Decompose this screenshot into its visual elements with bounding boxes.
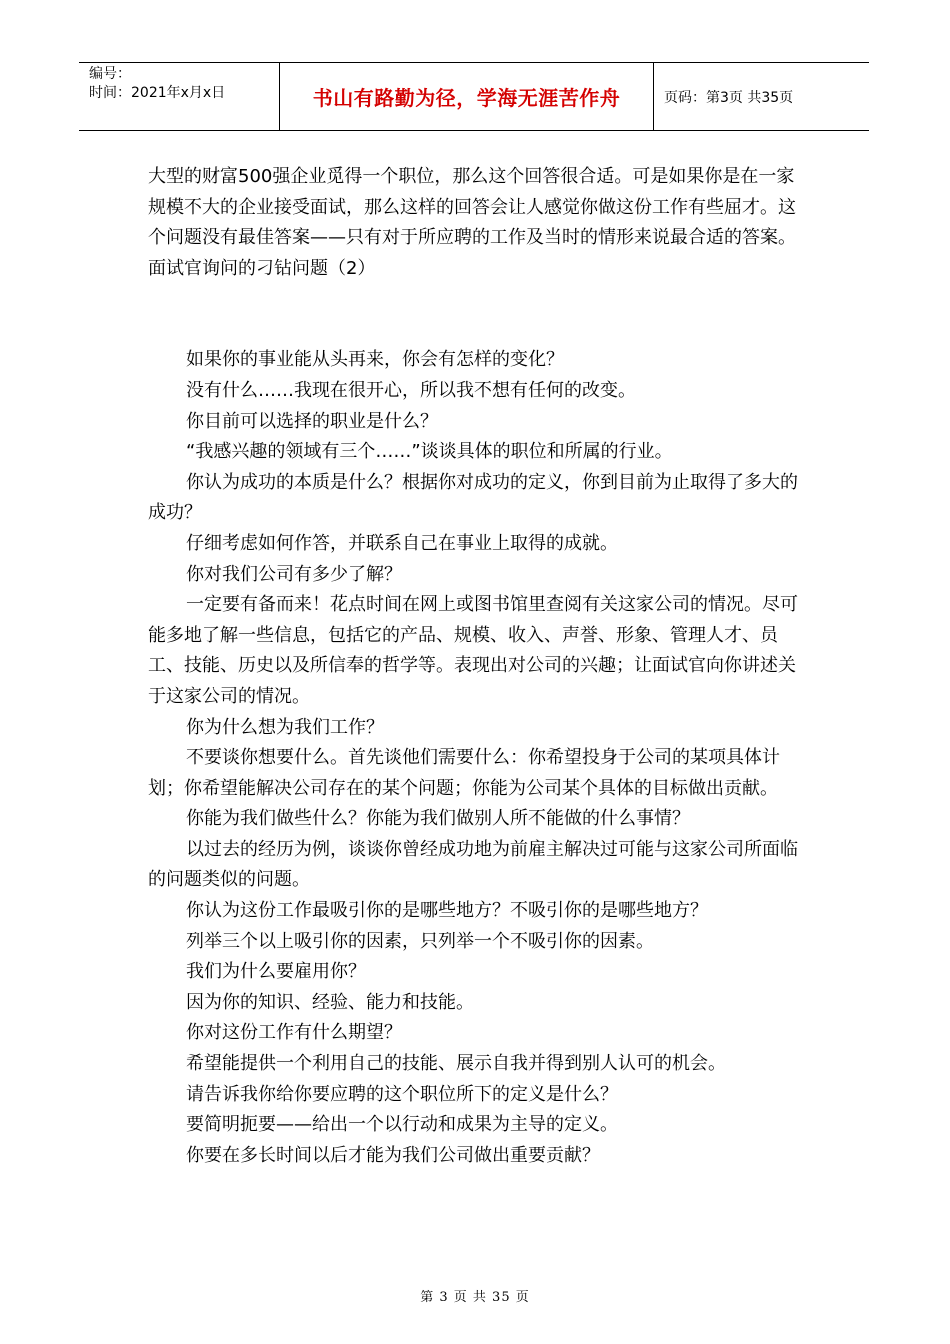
question-paragraph: 你要在多长时间以后才能为我们公司做出重要贡献？ <box>186 1144 600 1166</box>
answer-paragraph: 因为你的知识、经验、能力和技能。 <box>186 991 474 1013</box>
document-number-label: 编号： <box>89 66 131 82</box>
answer-paragraph: 列举三个以上吸引你的因素，只列举一个不吸引你的因素。 <box>186 930 654 952</box>
answer-paragraph: 一定要有备而来！花点时间在网上或图书馆里查阅有关这家公司的情况。尽可能多地了解一些信息，包括它的产品、规模、收入、声誉、形象、管理人才、员工、技能、历史以及所信奉的哲学等。表现出对公司的兴趣；让面试官向你讲述关于这家公司的情况。 <box>148 594 798 707</box>
answer-paragraph: 要简明扼要——给出一个以行动和成果为主导的定义。 <box>186 1114 618 1136</box>
header-meta <box>79 63 280 130</box>
intro-paragraph: 大型的财富500强企业觅得一个职位，那么这个回答很合适。可是如果你是在一家规模不大的企业接受面试，那么这样的回答会让人感觉你做这份工作有些屈才。这个问题没有最佳答案——只有对于所应聘的工作及当时的情形来说最合适的答案。 <box>148 166 796 249</box>
question-paragraph: 你认为成功的本质是什么？根据你对成功的定义，你到目前为止取得了多大的成功？ <box>148 471 798 524</box>
question-paragraph: 你目前可以选择的职业是什么？ <box>186 410 438 432</box>
page-footer: 第 3 页 共 35 页 <box>420 1290 530 1305</box>
question-paragraph: 请告诉我你给你要应聘的这个职位所下的定义是什么？ <box>186 1083 618 1105</box>
answer-paragraph: 仔细考虑如何作答，并联系自己在事业上取得的成就。 <box>186 532 618 554</box>
answer-paragraph: 没有什么……我现在很开心，所以我不想有任何的改变。 <box>186 379 636 401</box>
header-motto: 书山有路勤为径，学海无涯苦作舟 <box>280 63 654 130</box>
header-page-info: 页码：第3页 共35页 <box>664 89 794 106</box>
section-spacer <box>148 284 808 345</box>
question-paragraph: 你为什么想为我们工作？ <box>186 716 384 738</box>
question-paragraph: 如果你的事业能从头再来，你会有怎样的变化？ <box>186 349 564 371</box>
answer-paragraph: “我感兴趣的领域有三个……”谈谈具体的职位和所属的行业。 <box>186 441 673 463</box>
question-paragraph: 你能为我们做些什么？你能为我们做别人所不能做的什么事情？ <box>186 808 690 830</box>
document-body <box>148 162 808 1171</box>
answer-paragraph: 不要谈你想要什么。首先谈他们需要什么：你希望投身于公司的某项具体计划；你希望能解决公司存在的某个问题；你能为公司某个具体的目标做出贡献。 <box>148 747 780 799</box>
answer-paragraph: 以过去的经历为例，谈谈你曾经成功地为前雇主解决过可能与这家公司所面临的问题类似的问题。 <box>148 838 798 891</box>
document-date-label: 时间：2021年x月x日 <box>89 85 226 101</box>
question-paragraph: 你对我们公司有多少了解？ <box>186 563 402 585</box>
page-header <box>79 62 869 131</box>
answer-paragraph: 希望能提供一个利用自己的技能、展示自我并得到别人认可的机会。 <box>186 1053 726 1075</box>
section-title: 面试官询问的刁钻问题（2） <box>148 257 376 279</box>
question-paragraph: 我们为什么要雇用你？ <box>186 961 366 983</box>
question-paragraph: 你认为这份工作最吸引你的是哪些地方？不吸引你的是哪些地方？ <box>186 900 708 922</box>
question-paragraph: 你对这份工作有什么期望？ <box>186 1022 402 1044</box>
